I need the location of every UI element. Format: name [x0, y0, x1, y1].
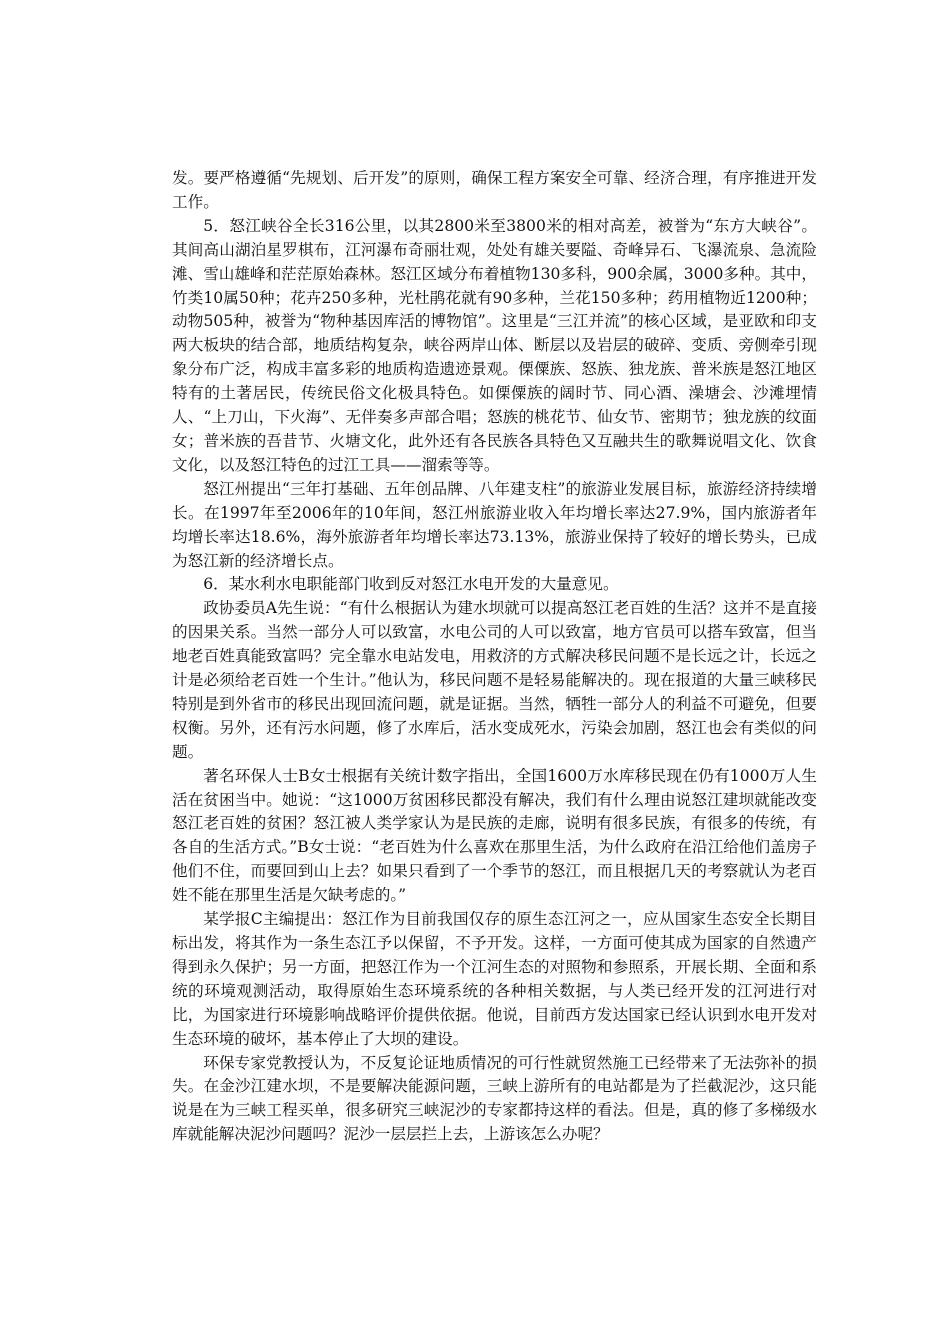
paragraph-opinion-b: 著名环保人士B女士根据有关统计数字指出，全国1600万水库移民现在仍有1000万人生活在贫困当中。她说：“这1000万贫困移民都没有解决，我们有什么理由说怒江建坝就能改变怒江老百姓的贫困？怒江被人类学家认为是民族的走廊，说明有很多民族，有很多的传统，有各自的生活方式。”B女士说：“老百姓为什么喜欢在那里生活，为什么政府在沿江给他们盖房子他们不住，而要回到山上去？如果只看到了一个季节的怒江，而且根据几天的考察就认为老百姓不能在那里生活是欠缺考虑的。” [172, 766, 817, 905]
paragraph-opinion-dang: 环保专家党教授认为，不反复论证地质情况的可行性就贸然施工已经带来了无法弥补的损失。在金沙江建水坝，不是要解决能源问题，三峡上游所有的电站都是为了拦截泥沙，这只能说是在为三峡工程买单，很多研究三峡泥沙的专家都持这样的看法。但是，真的修了多梯级水库就能解决泥沙问题吗？泥沙一层层拦上去，上游该怎么办呢？ [172, 1053, 817, 1144]
paragraph-opinion-a: 政协委员A先生说：“有什么根据认为建水坝就可以提高怒江老百姓的生活？这并不是直接的因果关系。当然一部分人可以致富，水电公司的人可以致富，地方官员可以搭车致富，但当地老百姓真能致富吗？完全靠水电站发电，用救济的方式解决移民问题不是长远之计，长远之计是必须给老百姓一个生计。”他认为，移民问题不是轻易能解决的。现在报道的大量三峡移民特别是到外省市的移民出现回流问题，就是证据。当然，牺牲一部分人的利益不可避免，但要权衡。另外，还有污水问题，修了水库后，活水变成死水，污染会加剧，怒江也会有类似的问题。 [172, 599, 817, 761]
paragraph-opinion-c: 某学报C主编提出：怒江作为目前我国仅存的原生态江河之一，应从国家生态安全长期目标出发，将其作为一条生态江予以保留，不予开发。这样，一方面可使其成为国家的自然遗产得到永久保护；另一方面，把怒江作为一个江河生态的对照物和参照系，开展长期、全面和系统的环境观测活动，取得原始生态环境系统的各种相关数据，与人类已经开发的江河进行对比，为国家进行环境影响战略评价提供依据。他说，目前西方发达国家已经认识到水电开发对生态环境的破坏，基本停止了大坝的建设。 [172, 910, 817, 1048]
paragraph-continuation: 发。要严格遵循“先规划、后开发”的原则，确保工程方案安全可靠、经济合理，有序推进开发工作。 [172, 169, 817, 211]
paragraph-item-6-opinions: 6．某水利水电职能部门收到反对怒江水电开发的大量意见。 [203, 575, 619, 594]
paragraph-tourism-growth: 怒江州提出“三年打基础、五年创品牌、八年建支柱”的旅游业发展目标，旅游经济持续增长。在1997年至2006年的10年间，怒江州旅游业收入年均增长率达27.9%，国内旅游者年均增长率达18.6%，海外旅游者年均增长率达73.13%，旅游业保持了较好的增长势头，已成为怒江新的经济增长点。 [172, 479, 817, 570]
document-body [172, 167, 817, 1147]
paragraph-item-5-nujiang-canyon: 5．怒江峡谷全长316公里，以其2800米至3800米的相对高差，被誉为“东方大峡谷”。其间高山湖泊星罗棋布，江河瀑布奇丽壮观，处处有雄关要隘、奇峰异石、飞瀑流泉、急流险滩、雪山雄峰和茫茫原始森林。怒江区域分布着植物130多科，900余属，3000多种。其中，竹类10属50种；花卉250多种，光杜鹃花就有90多种，兰花150多种；药用植物近1200种；动物505种，被誉为“物种基因库活的博物馆”。这里是“三江并流”的核心区域，是亚欧和印支两大板块的结合部，地质结构复杂，峡谷两岸山体、断层以及岩层的破碎、变质、旁侧牵引现象分布广泛，构成丰富多彩的地质构造遗迹景观。傈僳族、怒族、独龙族、普米族是怒江地区特有的土著居民，传统民俗文化极具特色。如傈僳族的阔时节、同心酒、澡塘会、沙滩埋情人、“上刀山，下火海”、无伴奏多声部合唱；怒族的桃花节、仙女节、密期节；独龙族的纹面女；普米族的吾昔节、火塘文化，此外还有各民族各具特色又互融共生的歌舞说唱文化、饮食文化，以及怒江特色的过江工具——溜索等等。 [172, 216, 817, 474]
